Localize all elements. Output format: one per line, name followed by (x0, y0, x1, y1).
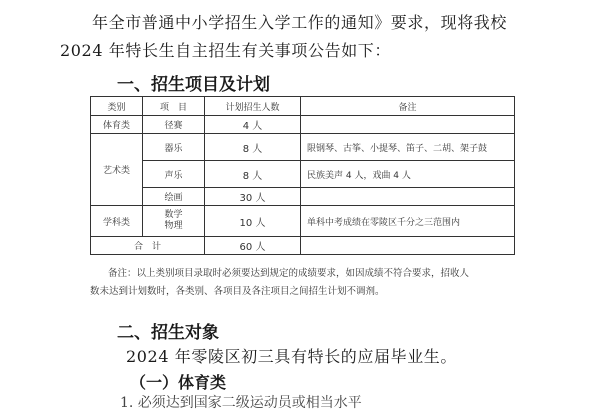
item-cell: 器乐 (143, 134, 205, 161)
item-cell: 径赛 (143, 116, 205, 134)
subsection-sports-title: （一）体育类 (130, 373, 227, 392)
category-cell: 体育类 (91, 116, 143, 134)
header-note: 备注 (301, 97, 515, 116)
table-row-vocal (91, 161, 515, 188)
note-cell (301, 116, 515, 134)
note-cell: 民族美声 4 人，戏曲 4 人 (301, 161, 515, 188)
count-cell: 4 人 (205, 116, 301, 134)
section-1-title: 一、招生项目及计划 (117, 75, 270, 95)
category-cell: 艺术类 (91, 134, 143, 206)
category-cell: 学科类 (91, 206, 143, 237)
cut-off-line: 1. 必须达到国家二级运动员或相当水平 (120, 395, 362, 411)
header-count: 计划招生人数 (205, 97, 301, 116)
remark-line-2: 数未达到计划数时，各类别、各项目及各注项目之间招生计划不调剂。 (90, 286, 385, 297)
item-line-2: 物理 (164, 221, 183, 231)
total-label-cell: 合 计 (91, 237, 205, 255)
count-cell: 8 人 (205, 161, 301, 188)
note-cell (301, 188, 515, 206)
section-2-title: 二、招生对象 (117, 323, 219, 343)
enrollment-plan-table (90, 96, 515, 255)
table-row-total (91, 237, 515, 255)
item-line-1: 数学 (164, 210, 183, 220)
count-cell: 8 人 (205, 134, 301, 161)
intro-line-2: 2024 年特长生自主招生有关事项公告如下： (60, 41, 392, 60)
table-row-sports (91, 116, 515, 134)
count-cell: 30 人 (205, 188, 301, 206)
table-row-painting (91, 188, 515, 206)
table-remark (90, 265, 514, 301)
header-category: 类别 (91, 97, 143, 116)
item-cell: 声乐 (143, 161, 205, 188)
item-cell (143, 206, 205, 237)
item-cell: 绘画 (143, 188, 205, 206)
header-item: 项 目 (143, 97, 205, 116)
section-2-body: 2024 年零陵区初三具有特长的应届毕业生。 (126, 347, 458, 366)
total-note-cell (301, 237, 515, 255)
intro-line-1: 年全市普通中小学招生入学工作的通知》要求，现将我校 (92, 13, 508, 32)
total-count-cell: 60 人 (205, 237, 301, 255)
table-row-instrumental (91, 134, 515, 161)
note-cell: 单科中考成绩在零陵区千分之三范围内 (301, 206, 515, 237)
remark-line-1: 备注：以上类别项目录取时必须要达到规定的成绩要求，如因成绩不符合要求，招收人 (108, 268, 470, 279)
table-row-academic (91, 206, 515, 237)
table-header-row (91, 97, 515, 116)
note-cell: 限钢琴、古筝、小提琴、笛子、二胡、架子鼓 (301, 134, 515, 161)
count-cell: 10 人 (205, 206, 301, 237)
